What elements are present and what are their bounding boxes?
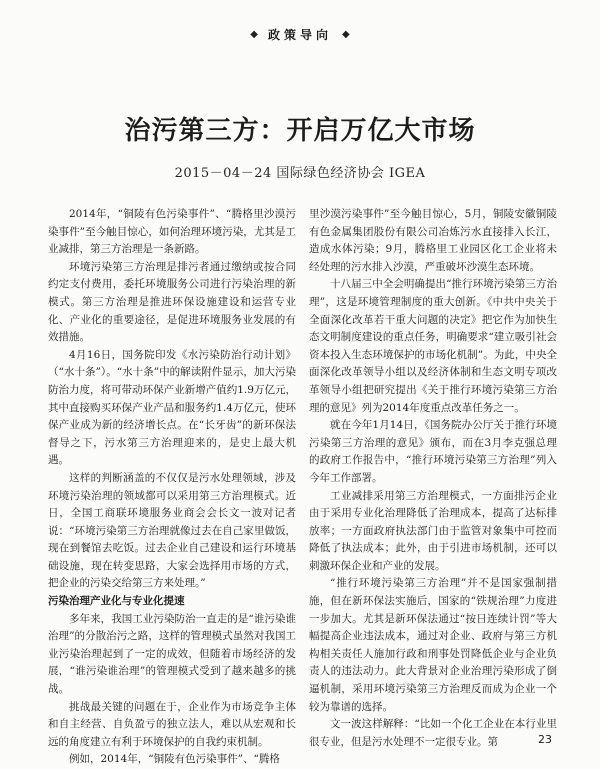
article-byline: 2015－04－24 国际绿色经济协会 IGEA [174, 166, 426, 181]
paragraph: 2014年，“铜陵有色污染事件”、“腾格里沙漠污染事件”至今触目惊心，如何治理环境污染，尤其是工业减排，第三方治理是一条新路。 [48, 208, 296, 256]
paragraph: 挑战最关键的问题在于，企业作为市场竞争主体和自主经营、自负盈亏的独立法人，难以从宏观和长远的角度建立有利于环境保护的自我约束机制。 [48, 700, 296, 748]
paragraph: 多年来，我国工业污染防治一直走的是“谁污染谁治理”的分散治污之路，这样的管理模式虽然对我国工业污染治理起到了一定的成效，但随着市场经济的发展，“谁污染谁治理”的管理模式受到了越来越多的挑战。 [48, 612, 296, 696]
paragraph: 就在今年1月14日，《国务院办公厅关于推行环境污染第三方治理的意见》颁布，而在3月李克强总理的政府工作报告中，“推行环境污染第三方治理”列入今年工作部署。 [309, 419, 557, 484]
paragraph: 十八届三中全会明确提出“推行环境污染第三方治理”，这是环境管理制度的重大创新。《中共中央关于全面深化改革若干重大问题的决定》把它作为加快生态文明制度建设的重点任务，明确要求“建立吸引社会资本投入生态环境保护的市场化机制”。为此，中央全面深化改革领导小组以及经济体制和生态文明专项改革领导小组把研究提出《关于推行环境污染第三方治理的意见》列为2014年度重点改革任务之一。 [309, 278, 557, 414]
paragraph: “推行环境污染第三方治理”并不是国家强制措施，但在新环保法实施后，国家的“铁规治理”力度进一步加大。尤其是新环保法通过“按日连续计罚”等大幅提高企业违法成本，通过对企业、政府与第三方机构相关责任人施加行政和刑事处罚降低企业与企业负责人的违法动力。此大背景对企业治理污染形成了倒逼机制，采用环境污染第三方治理反而成为企业一个较为靠谱的选择。 [309, 577, 557, 713]
diamond-ornament-icon: ◆ [342, 28, 350, 40]
article-title: 治污第三方：开启万亿大市场 [124, 116, 476, 146]
page-number: 23 [538, 733, 552, 746]
section-label: 政策导向 [267, 27, 332, 42]
paragraph: 环境污染第三方治理是排污者通过缴纳或按合同约定支付费用，委托环境服务公司进行污染治理的新模式。第三方治理是推进环保设施建设和运营专业化、产业化的重要途径，是促进环境服务业发展的有效措施。 [48, 260, 296, 344]
diamond-ornament-icon: ◆ [250, 28, 258, 40]
paragraph: 例如，2014年，“铜陵有色污染事件”、“腾格 [69, 753, 280, 766]
subheading: 污染治理产业化与专业化提速 [48, 595, 185, 608]
paragraph: 文一波这样解释：“比如一个化工企业在本行业里很专业，但是污水处理不一定很专业。第 [309, 718, 557, 748]
paragraph: 工业减排采用第三方治理模式，一方面排污企业由于采用专业化治理降低了治理成本，提高了达标排放率；一方面政府执法部门由于监管对象集中可控而降低了执法成本；此外，由于引进市场机制，还可以刺激环保企业和产业的发展。 [309, 489, 557, 572]
paragraph-continuation: 里沙漠污染事件”至今触目惊心，5月，铜陵安徽铜陵有色金属集团股份有限公司冶炼污水直接排入长江，造成水体污染；9月，腾格里工业园区化工企业将未经处理的污水排入沙漠，严重破坏沙漠生态环境。 [309, 208, 557, 273]
section-header [210, 24, 390, 44]
paragraph: 这样的判断涵盖的不仅仅是污水处理领域，涉及环境污染治理的领域都可以采用第三方治理模式。近日，全国工商联环境服务业商会会长文一波对记者说：“环境污染第三方治理就像过去在自己家里做饭，现在到餐馆去吃饭。过去企业自己建设和运行环境基础设施，现在转变思路，大家会选择用市场的方式，把企业的污染交给第三方来处理。” [48, 471, 296, 590]
paragraph: 4月16日，国务院印发《水污染防治行动计划》（“水十条”）。“水十条”中的解读附件显示，加大污染防治力度，将可带动环保产业新增产值约1.9万亿元，其中直接购买环保产业产品和服务约1.4万亿元，使环保产业成为新的经济增长点。在“长牙齿”的新环保法督导之下，污水第三方治理迎来的，是史上最大机遇。 [48, 348, 296, 467]
left-column [48, 206, 296, 766]
